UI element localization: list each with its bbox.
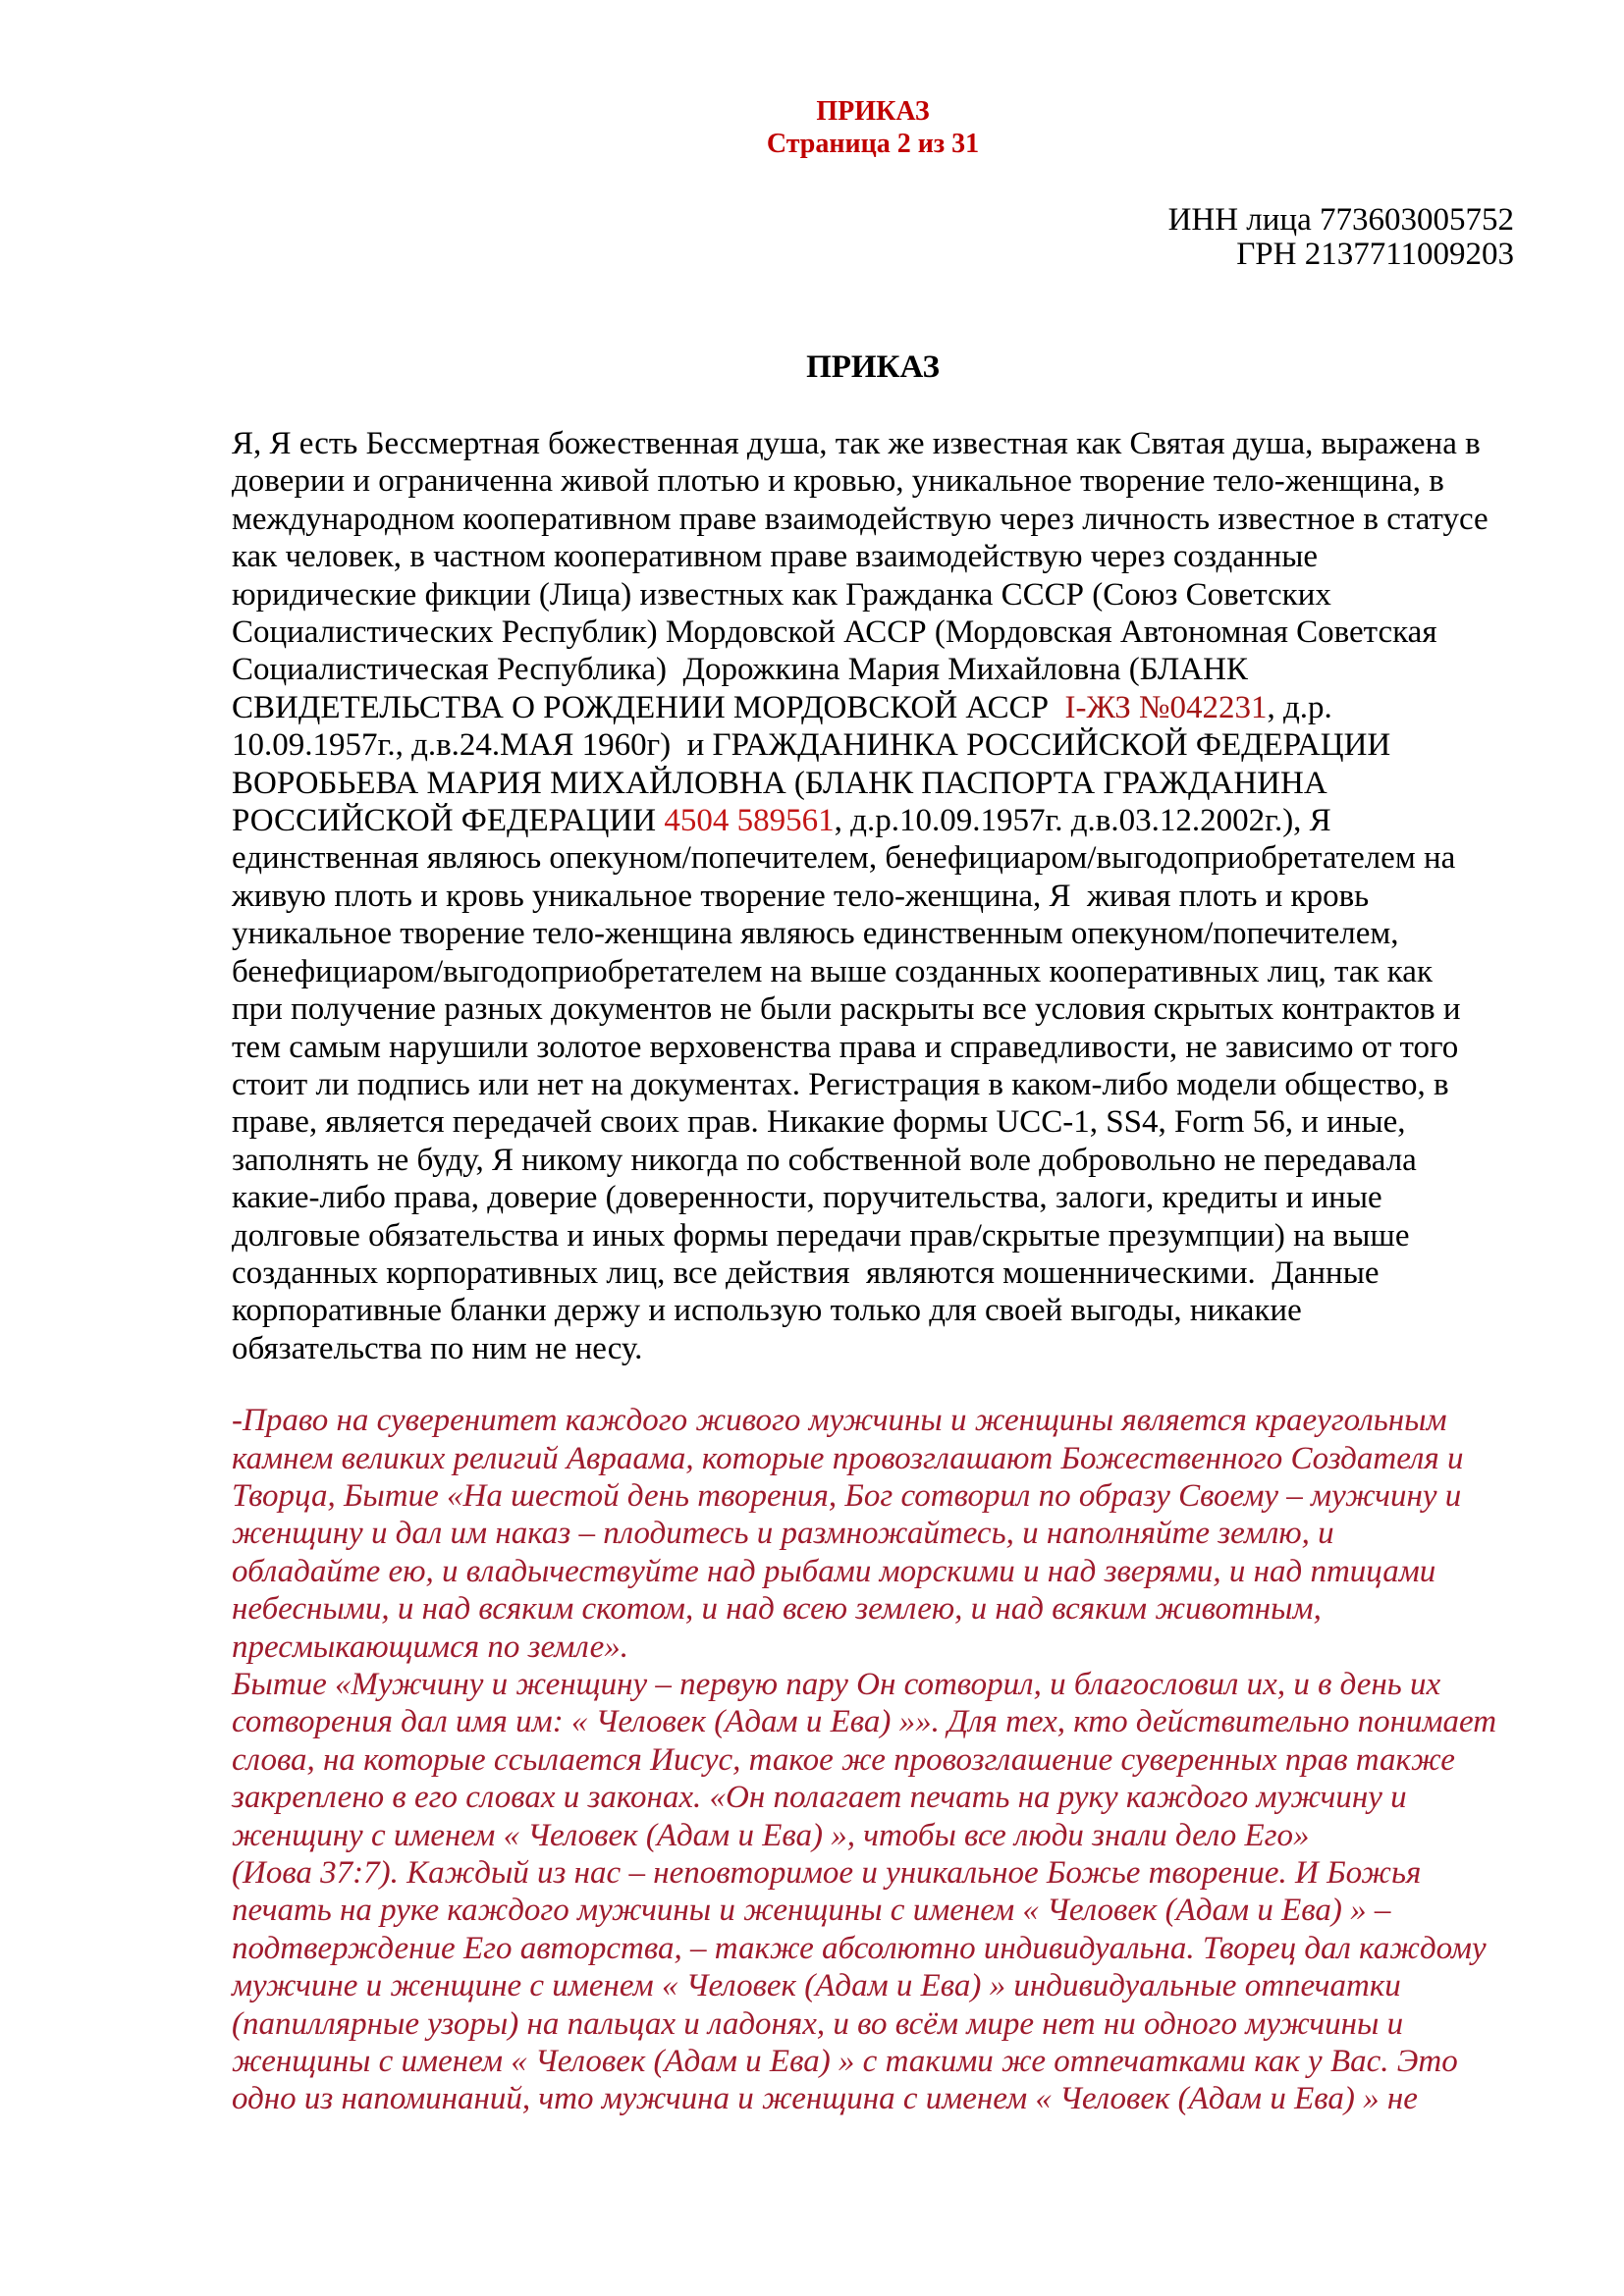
text-line: Социалистическая Республика) Дорожкина Мария Михайловна (БЛАНК bbox=[232, 652, 1248, 688]
document-title: ПРИКАЗ bbox=[806, 349, 940, 385]
text-run: РОССИЙСКОЙ ФЕДЕРАЦИИ bbox=[232, 803, 665, 839]
header-page-indicator: Страница 2 из 31 bbox=[766, 129, 980, 159]
text-line: женщины с именем « Человек (Адам и Ева) » с такими же отпечатками как у Вас. Это bbox=[232, 2044, 1458, 2080]
text-line: женщину с именем « Человек (Адам и Ева) », чтобы все люди знали дело Его» bbox=[232, 1817, 1310, 1853]
text-line: одно из напоминаний, что мужчина и женщина с именем « Человек (Адам и Ева) » не bbox=[232, 2081, 1418, 2117]
text-line: международном кооперативном праве взаимодействую через личность известное в статусе bbox=[232, 501, 1489, 537]
text-line: небесными, и над всяким скотом, и над всею землею, и над всяким животным, bbox=[232, 1591, 1322, 1628]
header-title: ПРИКАЗ bbox=[816, 96, 930, 127]
doc-header bbox=[232, 95, 1514, 160]
text-line: как человек, в частном кооперативном праве взаимодействую через созданные bbox=[232, 539, 1319, 575]
text-line: единственная являюсь опекуном/попечителем, бенефициаром/выгодоприобретателем на bbox=[232, 840, 1456, 877]
text-line: Бытие «Мужчину и женщину – первую пару Он сотворил, и благословил их, и в день их bbox=[232, 1667, 1441, 1702]
text-line: слова, на которые ссылается Иисус, такое же провозглашение суверенных прав также bbox=[232, 1741, 1455, 1778]
text-line: Социалистических Республик) Мордовской АССР (Мордовская Автономная Советская bbox=[232, 614, 1437, 651]
text-line: -Право на суверенитет каждого живого мужчины и женщины является краеугольным bbox=[232, 1403, 1447, 1439]
text-line: печать на руке каждого мужчины и женщины с именем « Человек (Адам и Ева) » – bbox=[232, 1893, 1391, 1929]
text-line: какие-либо права, доверие (доверенности, поручительства, залоги, кредиты и иные bbox=[232, 1180, 1382, 1216]
text-line: ВОРОБЬЕВА МАРИЯ МИХАЙЛОВНА (БЛАНК ПАСПОРТА ГРАЖДАНИНА bbox=[232, 765, 1327, 801]
text-line: живую плоть и кровь уникальное творение тело-женщина, Я живая плоть и кровь bbox=[232, 878, 1370, 914]
text-line: созданных корпоративных лиц, все действия являются мошенническими. Данные bbox=[232, 1255, 1380, 1291]
text-line: корпоративные бланки держу и использую только для своей выгоды, никакие bbox=[232, 1293, 1302, 1329]
sovereignty-quote-paragraph bbox=[232, 1402, 1514, 2118]
text-line bbox=[232, 802, 1514, 839]
text-line: камнем великих религий Авраама, которые провозглашают Божественного Создателя и bbox=[232, 1440, 1464, 1476]
text-line: мужчине и женщине с именем « Человек (Адам и Ева) » индивидуальные отпечатки bbox=[232, 1968, 1401, 2004]
text-line: тем самым нарушили золотое верховенства права и справедливости, не зависимо от того bbox=[232, 1029, 1459, 1065]
text-line bbox=[232, 689, 1514, 726]
inn-line: ИНН лица 773603005752 bbox=[1167, 202, 1514, 238]
text-line: стоит ли подпись или нет на документах. Регистрация в каком-либо модели общество, в bbox=[232, 1066, 1449, 1102]
text-line: закреплено в его словах и законах. «Он полагает печать на руку каждого мужчину и bbox=[232, 1780, 1407, 1816]
text-run: , д.р. bbox=[1267, 689, 1332, 725]
text-line: Я, Я есть Бессмертная божественная душа, так же известная как Святая душа, выражена в bbox=[232, 426, 1481, 461]
text-line: юридические фикции (Лица) известных как Гражданка СССР (Союз Советских bbox=[232, 576, 1331, 613]
text-line: пресмыкающимся по земле». bbox=[232, 1629, 628, 1665]
text-line: (папиллярные узоры) на пальцах и ладонях, и во всём мире нет ни одного мужчины и bbox=[232, 2005, 1404, 2042]
text-line: уникальное творение тело-женщина являюсь единственным опекуном/попечителем, bbox=[232, 916, 1399, 952]
text-line: сотворения дал имя им: « Человек (Адам и Ева) »». Для тех, кто действительно понимает bbox=[232, 1704, 1497, 1740]
text-line: подтверждение Его авторства, – также абсолютно индивидуальна. Творец дал каждому bbox=[232, 1930, 1487, 1966]
text-run: СВИДЕТЕЛЬСТВА О РОЖДЕНИИ МОРДОВСКОЙ АССР bbox=[232, 689, 1065, 725]
highlighted-document-ref: 4504 589561 bbox=[664, 803, 835, 839]
text-line: обязательства по ним не несу. bbox=[232, 1330, 643, 1366]
registration-ids bbox=[232, 203, 1514, 272]
text-line: бенефициаром/выгодоприобретателем на выше созданных кооперативных лиц, так как bbox=[232, 953, 1433, 989]
main-declaration-paragraph bbox=[232, 425, 1514, 1367]
text-line: Творца, Бытие «На шестой день творения, Бог сотворил по образу Своему – мужчину и bbox=[232, 1477, 1462, 1514]
grn-line: ГРН 2137711009203 bbox=[1236, 237, 1514, 272]
text-line: женщину и дал им наказ – плодитесь и размножайтесь, и наполняйте землю, и bbox=[232, 1516, 1334, 1552]
text-line: 10.09.1957г., д.в.24.МАЯ 1960г) и ГРАЖДАНИНКА РОССИЙСКОЙ ФЕДЕРАЦИИ bbox=[232, 727, 1391, 764]
text-line: (Иова 37:7). Каждый из нас – неповторимое и уникальное Божье творение. И Божья bbox=[232, 1855, 1422, 1892]
text-line: долговые обязательства и иных формы передачи прав/скрытые презумпции) на выше bbox=[232, 1217, 1410, 1254]
text-line: заполнять не буду, Я никому никогда по собственной воле добровольно не передавала bbox=[232, 1142, 1417, 1178]
text-run: , д.р.10.09.1957г. д.в.03.12.2002г.), Я bbox=[834, 803, 1331, 839]
text-line: доверии и ограниченна живой плотью и кровью, уникальное творение тело-женщина, в bbox=[232, 463, 1444, 500]
highlighted-document-ref: I-ЖЗ №042231 bbox=[1064, 689, 1268, 725]
text-line: праве, является передачей своих прав. Никакие формы UCC-1, SS4, Form 56, и иные, bbox=[232, 1104, 1406, 1141]
text-line: обладайте ею, и владычествуйте над рыбами морскими и над зверями, и над птицами bbox=[232, 1553, 1436, 1589]
text-line: при получение разных документов не были раскрыты все условия скрытых контрактов и bbox=[232, 991, 1461, 1028]
